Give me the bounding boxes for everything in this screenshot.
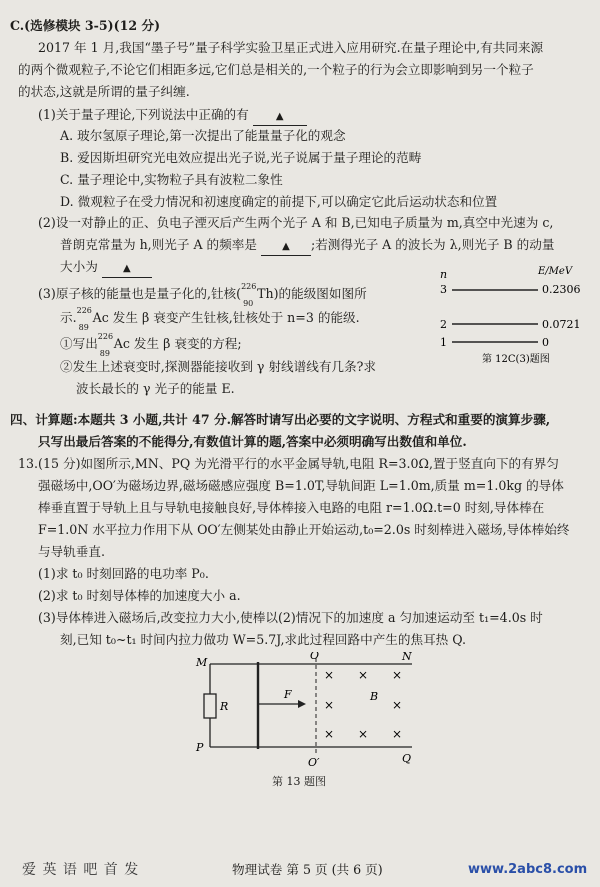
level-2-n: 2 bbox=[440, 318, 447, 331]
intro-line-2: 的两个微观粒子,不论它们相距多远,它们总是相关的,一个粒子的行为会立即影响到另一个粒子 bbox=[18, 62, 534, 77]
q3-line-3 bbox=[60, 331, 242, 358]
n-axis-label: n bbox=[440, 268, 448, 281]
q2-line-1: (2)设一对静止的正、负电子湮灭后产生两个光子 A 和 B,已知电子质量为 m,真空中光速为 c, bbox=[38, 215, 554, 230]
q2-freq-text: 普朗克常量为 h,则光子 A 的频率是 bbox=[60, 237, 257, 252]
answer-blank bbox=[253, 107, 307, 126]
field-cross: × bbox=[358, 727, 369, 741]
label-q: Q bbox=[402, 752, 412, 765]
level-1-n: 1 bbox=[440, 336, 447, 349]
level-2-energy: 0.0721 bbox=[542, 318, 581, 331]
force-label: F bbox=[284, 688, 292, 701]
ac-isotope-2 bbox=[97, 331, 114, 358]
q13-part-3b: 刻,已知 t₀~t₁ 时间内拉力做功 W=5.7J,求此过程回路中产生的焦耳热 Q. bbox=[60, 632, 466, 647]
q3-text-d: Ac 发生 β 衰变产生钍核,钍核处于 n=3 的能级. bbox=[92, 310, 360, 325]
answer-blank bbox=[261, 237, 311, 256]
ac-isotope bbox=[76, 305, 93, 332]
answer-blank bbox=[102, 259, 152, 278]
q3-text-f: Ac 发生 β 衰变的方程; bbox=[113, 336, 242, 351]
field-label-b: B bbox=[370, 690, 379, 703]
field-cross: × bbox=[392, 668, 403, 682]
footer-watermark-url: www.2abc8.com bbox=[468, 862, 588, 877]
q2-line-3 bbox=[60, 259, 152, 278]
blank-mark: ▲ bbox=[282, 241, 290, 252]
q13-line-1: 13.(15 分)如图所示,MN、PQ 为光滑平行的水平金属导轨,电阻 R=3.0Ω,置于竖直向下的有界匀 bbox=[18, 456, 559, 471]
ac-mass-number: 226 bbox=[97, 331, 114, 341]
intro-line-3: 的状态,这就是所谓的量子纠缠. bbox=[18, 84, 190, 99]
field-cross: × bbox=[324, 727, 335, 741]
energy-unit-label: E/MeV bbox=[538, 266, 573, 277]
field-cross: × bbox=[392, 727, 403, 741]
energy-level-diagram bbox=[420, 262, 592, 400]
th-isotope bbox=[241, 281, 257, 308]
q1-option-c: C. 量子理论中,实物粒子具有波粒二象性 bbox=[60, 172, 283, 187]
footer-page-info: 物理试卷 第 5 页 (共 6 页) bbox=[232, 862, 383, 877]
resistor bbox=[204, 694, 216, 718]
q13-part-1: (1)求 t₀ 时刻回路的电功率 P₀. bbox=[38, 566, 209, 581]
q3-line-5: 波长最长的 γ 光子的能量 E. bbox=[76, 381, 235, 396]
force-arrowhead bbox=[298, 700, 306, 708]
circuit-caption: 第 13 题图 bbox=[272, 775, 326, 788]
q3-line-4: ②发生上述衰变时,探测器能接收到 γ 射线谱线有几条?求 bbox=[60, 359, 376, 374]
q3-text-b: Th)的能级图如图所 bbox=[257, 286, 367, 301]
resistor-label: R bbox=[220, 700, 229, 713]
q2-size-text: 大小为 bbox=[60, 259, 98, 274]
label-o-prime: O′ bbox=[308, 756, 320, 769]
intro-line-1: 2017 年 1 月,我国“墨子号”量子科学实验卫星正式进入应用研究.在量子理论中,有共同来源 bbox=[38, 40, 544, 55]
q13-part-3a: (3)导体棒进入磁场后,改变拉力大小,使棒以(2)情况下的加速度 a 匀加速运动至 t₁=4.0s 时 bbox=[38, 610, 543, 625]
q1-option-d: D. 微观粒子在受力情况和初速度确定的前提下,可以确定它此后运动状态和位置 bbox=[60, 194, 498, 209]
field-cross: × bbox=[324, 668, 335, 682]
q3-text-a: (3)原子核的能量也是量子化的,钍核( bbox=[38, 286, 242, 301]
section-c-title: C.(选修模块 3-5)(12 分) bbox=[10, 18, 161, 33]
q3-text-c: 示. bbox=[60, 310, 77, 325]
ac-atomic-number: 89 bbox=[78, 322, 89, 332]
footer-watermark-left: 爱 英 语 吧 首 发 bbox=[22, 862, 140, 878]
level-3-n: 3 bbox=[440, 283, 447, 296]
q1-option-b: B. 爱因斯坦研究光电效应提出光子说,光子说属于量子理论的范畴 bbox=[60, 150, 422, 165]
blank-mark: ▲ bbox=[275, 111, 284, 122]
ac-mass-number: 226 bbox=[76, 305, 92, 315]
q2-line-2 bbox=[60, 237, 554, 256]
q3-line-1 bbox=[38, 281, 367, 308]
field-cross: × bbox=[358, 668, 369, 682]
q3-line-2 bbox=[60, 305, 360, 332]
q13-line-4: F=1.0N 水平拉力作用下从 OO′左侧某处由静止开始运动,t₀=2.0s 时刻棒进入磁场,导体棒始终 bbox=[38, 522, 570, 537]
q2-momentum-text: ;若测得光子 A 的波长为 λ,则光子 B 的动量 bbox=[310, 237, 555, 252]
blank-mark: ▲ bbox=[122, 263, 131, 274]
q1-stem bbox=[38, 107, 307, 126]
field-cross: × bbox=[392, 698, 403, 712]
q1-stem-text: (1)关于量子理论,下列说法中正确的有 bbox=[38, 107, 249, 122]
q13-line-2: 强磁场中,OO′为磁场边界,磁场磁感应强度 B=1.0T,导轨间距 L=1.0m,质量 m=1.0kg 的导体 bbox=[38, 478, 564, 493]
energy-diagram-caption: 第 12C(3)题图 bbox=[482, 354, 550, 365]
section-4-header-1: 四、计算题:本题共 3 小题,共计 47 分.解答时请写出必要的文字说明、方程式和重要的演算步骤, bbox=[10, 412, 551, 427]
label-m: M bbox=[196, 656, 208, 669]
label-p: P bbox=[196, 741, 204, 754]
field-cross: × bbox=[324, 698, 335, 712]
label-n: N bbox=[402, 652, 412, 663]
circuit-diagram bbox=[190, 652, 430, 770]
level-3-energy: 0.2306 bbox=[542, 283, 581, 296]
th-atomic-number: 90 bbox=[243, 298, 254, 308]
q13-line-5: 与导轨垂直. bbox=[38, 544, 105, 559]
section-4-header-2: 只写出最后答案的不能得分,有数值计算的题,答案中必须明确写出数值和单位. bbox=[38, 434, 467, 449]
level-1-energy: 0 bbox=[542, 336, 549, 349]
q13-part-2: (2)求 t₀ 时刻导体棒的加速度大小 a. bbox=[38, 588, 241, 603]
q13-line-3: 棒垂直置于导轨上且与导轨电接触良好,导体棒接入电路的电阻 r=1.0Ω.t=0 时刻,导体棒在 bbox=[38, 500, 545, 515]
label-o: O bbox=[310, 652, 320, 662]
th-mass-number: 226 bbox=[241, 281, 257, 291]
q1-option-a: A. 玻尔氢原子理论,第一次提出了能量量子化的观念 bbox=[60, 128, 346, 143]
ac-atomic-number: 89 bbox=[99, 348, 110, 358]
q3-text-e: ①写出 bbox=[60, 336, 98, 351]
